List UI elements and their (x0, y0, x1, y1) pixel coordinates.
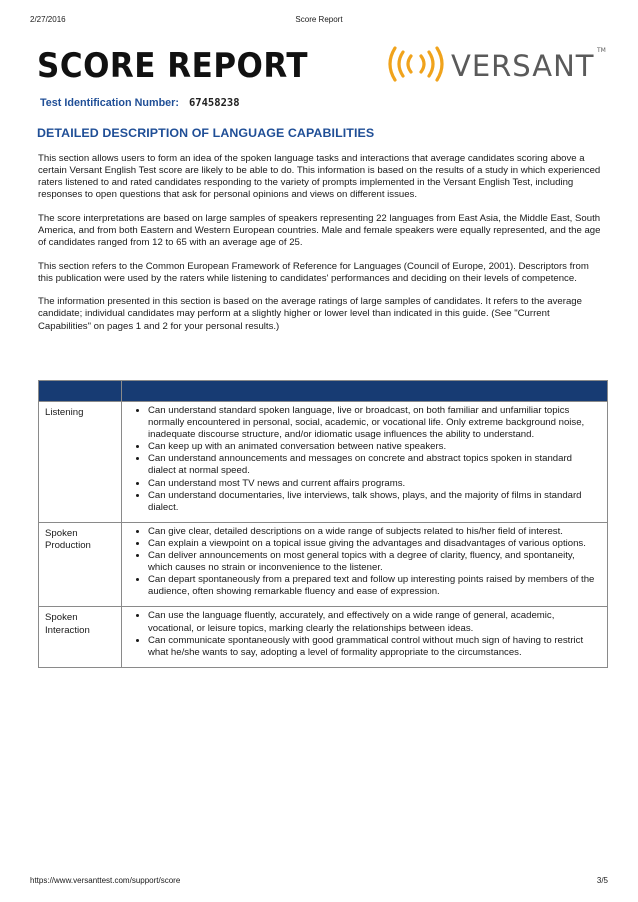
category-spoken-production: Spoken Production (39, 522, 122, 607)
table-row (39, 522, 608, 607)
description-cell (122, 522, 608, 607)
print-date: 2/27/2016 (30, 15, 66, 24)
table-row (39, 607, 608, 667)
table-header-row (39, 381, 608, 402)
paragraph: This section allows users to form an idea of the spoken language tasks and interactions that average candidates scoring above a certain Versant English Test score are likely to be able to do. This information is based on the results of a study in which experienced raters listened to and rated candidates responding to the variety of prompts implemented in the Versant English Test, including responses to open questions that ask for personal opinions and views on different issues. (38, 153, 601, 201)
section-heading: DETAILED DESCRIPTION OF LANGUAGE CAPABILITIES (37, 126, 375, 140)
list-item: • Can understand announcements and messages on concrete and abstract topics spoken in standard dialect at normal speed. (148, 453, 601, 477)
description-cell (122, 402, 608, 523)
sound-wave-icon (390, 48, 442, 80)
versant-logo (383, 42, 608, 86)
table-header-cell (122, 381, 608, 402)
list-item: • Can use the language fluently, accurately, and effectively on a wide range of general, academic, vocational, or leisure topics, marking clearly the relationships between ideas. (148, 610, 601, 634)
list-item: • Can communicate spontaneously with good grammatical control without much sign of having to restrict what he/she wants to say, adopting a level of formality appropriate to the circumstances. (148, 635, 601, 659)
intro-text (38, 153, 604, 344)
list-item: • Can understand most TV news and current affairs programs. (148, 478, 601, 490)
logo-text: VERSANT (451, 49, 595, 83)
paragraph: The score interpretations are based on large samples of speakers representing 22 languages from East Asia, the Middle East, South America, and from both Eastern and Western European countries. Male and female speakers were equally represented, and the age of candidates ranged from 12 to 65 with an average age of 25. (38, 212, 601, 249)
paragraph: This section refers to the Common European Framework of Reference for Languages (Council of Europe, 2001). Descriptors from this publication were used by the raters while listening to candidates' performances and deciding on their levels of competence. (38, 260, 589, 284)
list-item: • Can give clear, detailed descriptions on a wide range of subjects related to his/her field of interest. (148, 526, 601, 538)
test-id (40, 97, 240, 109)
category-spoken-interaction: Spoken Interaction (39, 607, 122, 667)
table-header-cell (39, 381, 122, 402)
page-number: 3/5 (596, 876, 608, 885)
footer-url: https://www.versanttest.com/support/score (30, 876, 181, 885)
paragraph: The information presented in this section is based on the average ratings of large samples of candidates. It refers to the average candidate; individual candidates may perform at a slightly higher or lower level than indicated in this guide. (See "Current Capabilities" on pages 1 and 2 for your personal results.) (38, 296, 582, 332)
list-item: • Can deliver announcements on most general topics with a degree of clarity, fluency, and spontaneity, which causes no strain or inconvenience to the listener. (148, 550, 601, 574)
category-listening: Listening (39, 402, 122, 523)
list-item: • Can understand standard spoken language, live or broadcast, on both familiar and unfamiliar topics normally encountered in personal, social, academic, or vocational life. Only extreme background noise, inadequate discourse structure, and/or idiomatic usage influences the ability to understand. (148, 405, 601, 441)
report-title: SCORE REPORT (37, 47, 309, 86)
table-row (39, 402, 608, 523)
test-id-value: 67458238 (188, 97, 240, 109)
list-item: • Can explain a viewpoint on a topical issue giving the advantages and disadvantages of various options. (148, 538, 601, 550)
logo-tm: TM (597, 47, 606, 54)
list-item: • Can keep up with an animated conversation between native speakers. (148, 441, 601, 453)
print-title: Score Report (295, 15, 343, 24)
description-cell (122, 607, 608, 667)
capabilities-table (38, 380, 608, 668)
test-id-label: Test Identification Number: (40, 97, 179, 109)
list-item: • Can understand documentaries, live interviews, talk shows, plays, and the majority of films in standard dialect. (148, 490, 601, 514)
print-header (30, 15, 608, 27)
list-item: • Can depart spontaneously from a prepared text and follow up interesting points raised by members of the audience, often showing remarkable fluency and ease of expression. (148, 574, 601, 598)
